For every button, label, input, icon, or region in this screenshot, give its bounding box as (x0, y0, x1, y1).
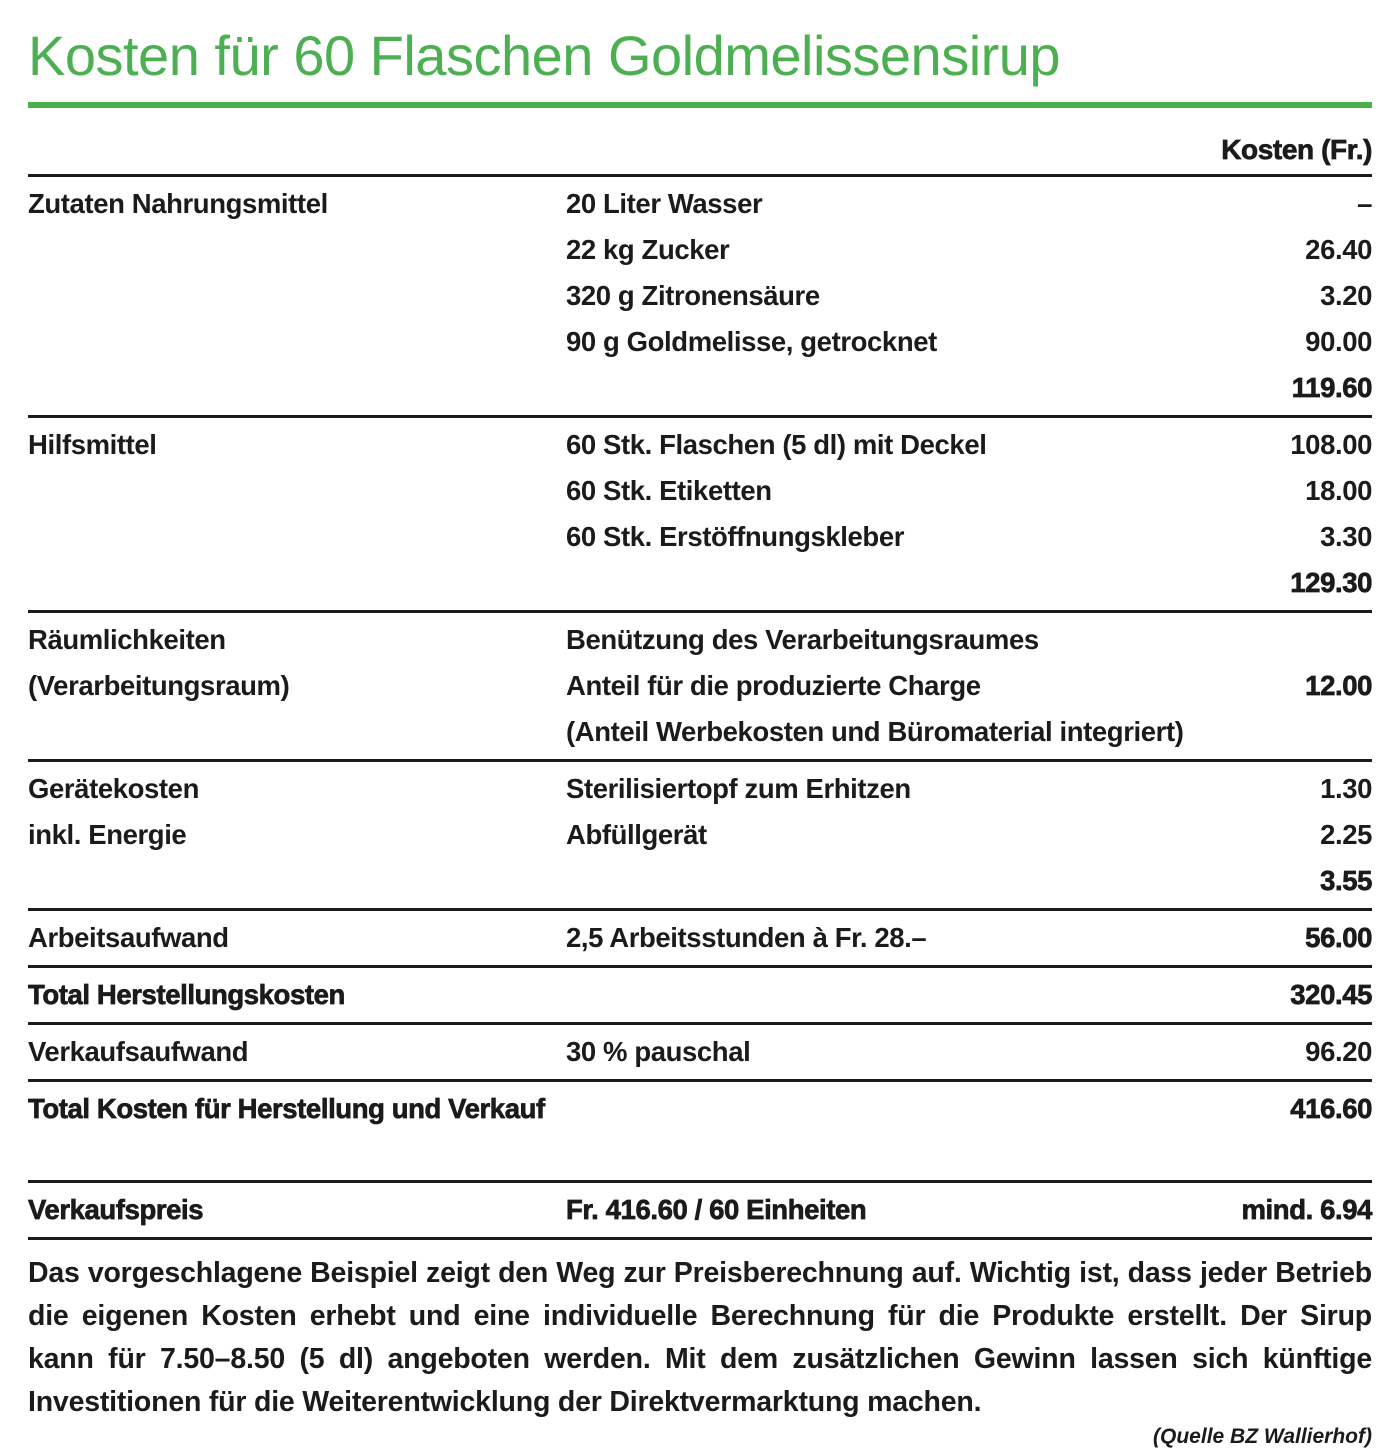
table-row (28, 709, 1372, 755)
table-section (28, 762, 1372, 911)
table-section (28, 1180, 1372, 1240)
row-cost-value: 12.00 (1305, 670, 1372, 701)
row-category-label: Gerätekosten (28, 773, 199, 804)
row-category-label: Total Kosten für Herstellung und Verkauf (28, 1093, 545, 1124)
row-cost-value: 320.45 (1290, 979, 1372, 1010)
row-category-label: inkl. Energie (28, 819, 187, 850)
row-description: 60 Stk. Etiketten (566, 475, 772, 506)
row-description: 60 Stk. Flaschen (5 dl) mit Deckel (566, 429, 987, 460)
section-spacer (28, 1136, 1372, 1180)
table-row (28, 663, 1372, 709)
table-section (28, 418, 1372, 613)
row-description: 320 g Zitronensäure (566, 280, 820, 311)
row-description: 20 Liter Wasser (566, 188, 763, 219)
row-cost-value: 2.25 (1320, 819, 1372, 850)
row-cost-value: 90.00 (1305, 326, 1372, 357)
row-category-label: Total Herstellungskosten (28, 979, 345, 1010)
row-cost-value: 119.60 (1291, 372, 1372, 403)
row-description: Sterilisiertopf zum Erhitzen (566, 773, 911, 804)
table-row (28, 1086, 1372, 1132)
table-row (28, 812, 1372, 858)
row-cost-value: 416.60 (1290, 1093, 1372, 1124)
row-cost-value: 3.55 (1320, 865, 1372, 896)
row-description: Benützung des Verarbeitungsraumes (566, 624, 1039, 655)
table-row (28, 766, 1372, 812)
row-description: (Anteil Werbekosten und Büromaterial integriert) (566, 716, 1184, 747)
page-title: Kosten für 60 Flaschen Goldmelissensirup (28, 24, 1061, 87)
row-description: Anteil für die produzierte Charge (566, 670, 981, 701)
table-row (28, 319, 1372, 365)
row-description: 2,5 Arbeitsstunden à Fr. 28.– (566, 922, 927, 953)
row-cost-value: 1.30 (1320, 773, 1372, 804)
row-description: 30 % pauschal (566, 1036, 751, 1067)
row-category-label: Arbeitsaufwand (28, 922, 229, 953)
table-row (28, 915, 1372, 961)
row-cost-value: 108.00 (1290, 429, 1372, 460)
table-row (28, 972, 1372, 1018)
row-description: 22 kg Zucker (566, 234, 730, 265)
table-section (28, 1082, 1372, 1136)
row-description: 90 g Goldmelisse, getrocknet (566, 326, 937, 357)
table-row (28, 514, 1372, 560)
row-cost-value: 56.00 (1305, 922, 1372, 953)
cost-column-label: Kosten (Fr.) (1221, 134, 1372, 165)
row-cost-value: 96.20 (1305, 1036, 1372, 1067)
row-cost-value: 3.20 (1320, 280, 1372, 311)
row-category-label: Räumlichkeiten (28, 624, 226, 655)
table-row (28, 617, 1372, 663)
table-row (28, 227, 1372, 273)
row-category-label: Verkaufspreis (28, 1194, 204, 1225)
table-row (28, 273, 1372, 319)
table-row (28, 858, 1372, 904)
table-row (28, 1029, 1372, 1075)
table-section (28, 613, 1372, 762)
table-row (28, 468, 1372, 514)
table-section (28, 1025, 1372, 1082)
row-category-label: Zutaten Nahrungsmittel (28, 188, 328, 219)
row-cost-value: 3.30 (1320, 521, 1372, 552)
row-cost-value: 26.40 (1305, 234, 1372, 265)
row-category-label: Verkaufsaufwand (28, 1036, 249, 1067)
row-cost-value: 129.30 (1290, 567, 1372, 598)
table-row (28, 560, 1372, 606)
table-section (28, 177, 1372, 418)
table-section (28, 968, 1372, 1025)
row-description: 60 Stk. Erstöffnungskleber (566, 521, 905, 552)
row-description: Abfüllgerät (566, 819, 707, 850)
table-section (28, 911, 1372, 968)
table-row (28, 365, 1372, 411)
row-category-label: (Verarbeitungsraum) (28, 670, 290, 701)
row-cost-value: 18.00 (1305, 475, 1372, 506)
footnote-paragraph: Das vorgeschlagene Beispiel zeigt den Weg zur Preisberechnung auf. Wichtig ist, dass jeder Betrieb die eigenen Kosten erhebt und eine individuelle Berechnung für die Produkte erstellt. Der Sirup kann für 7.50–8.50 (5 dl) angeboten werden. Mit dem zusätzlichen Gewinn lassen sich künftige Investitionen für die Weiterentwicklung der Direktvermarktung machen. (28, 1257, 1372, 1418)
row-description: Fr. 416.60 / 60 Einheiten (566, 1194, 867, 1225)
table-row (28, 181, 1372, 227)
row-cost-value: mind. 6.94 (1241, 1194, 1372, 1225)
table-row (28, 1187, 1372, 1233)
source-credit: (Quelle BZ Wallierhof) (1153, 1425, 1372, 1448)
cost-table-header (28, 108, 1372, 177)
table-row (28, 422, 1372, 468)
row-category-label: Hilfsmittel (28, 429, 157, 460)
cost-table-body (28, 177, 1372, 1240)
row-cost-value: – (1357, 188, 1372, 219)
